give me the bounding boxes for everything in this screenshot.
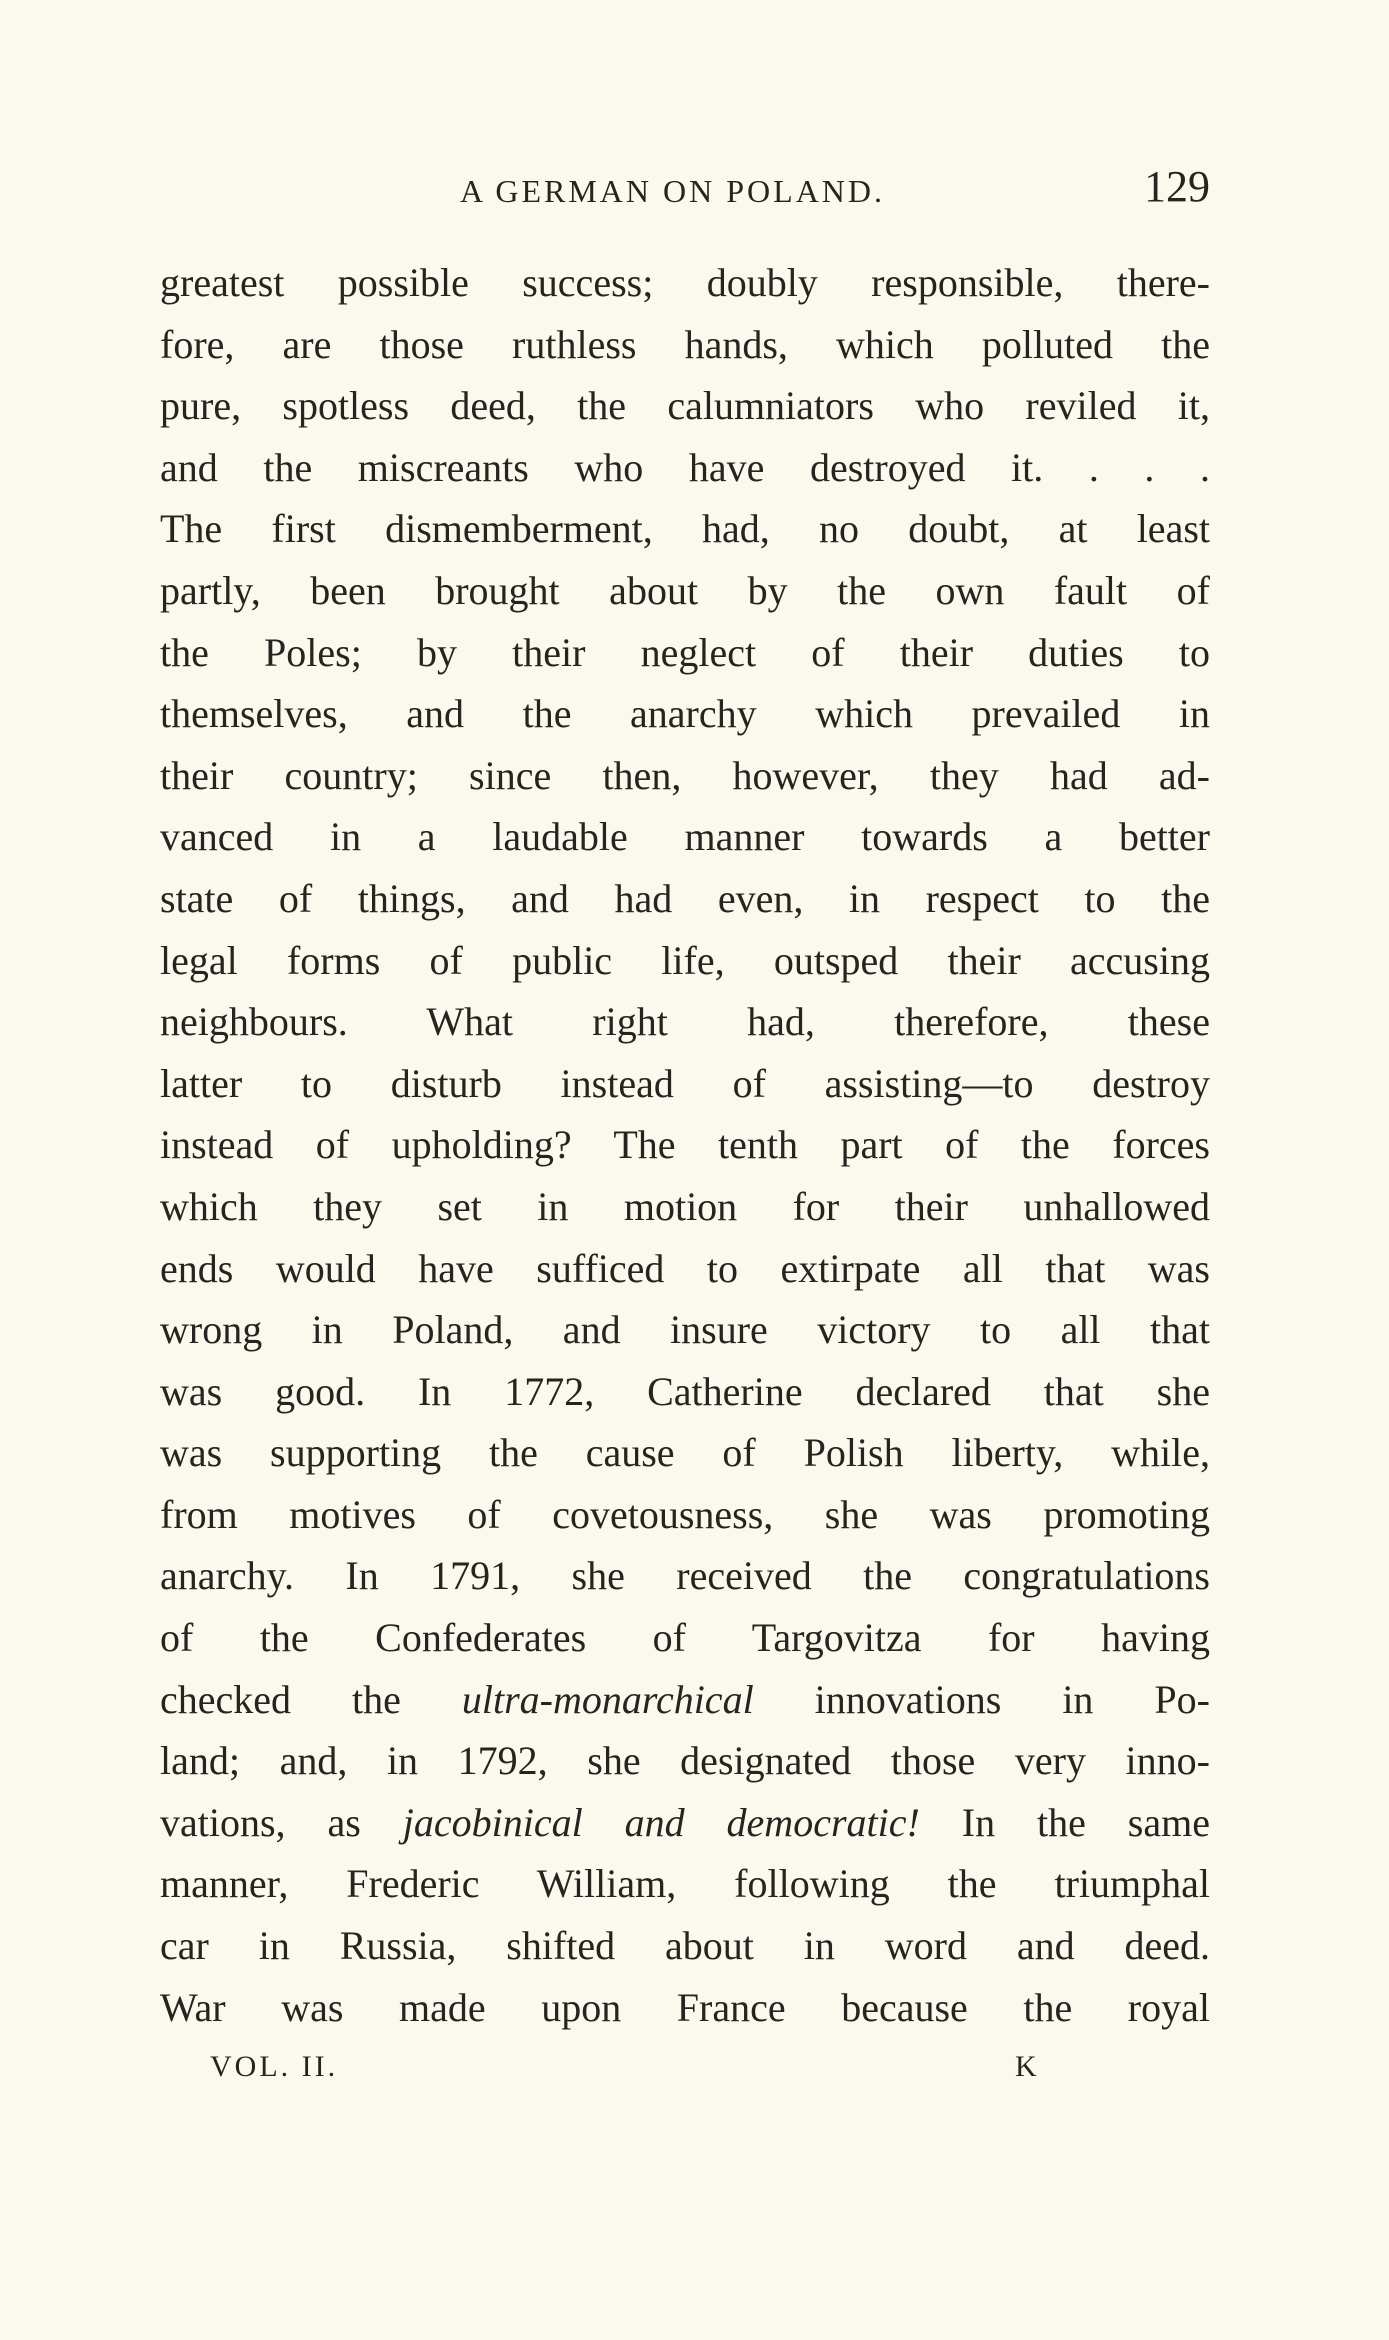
text-segment: greatest possible success; doubly responsible, there- — [160, 260, 1210, 305]
page-footer — [160, 2050, 1210, 2090]
text-segment: was good. In 1772, Catherine declared that she — [160, 1368, 1210, 1414]
signature-mark: K — [1015, 2050, 1037, 2083]
text-segment: car in Russia, shifted about in word and deed. — [160, 1923, 1210, 1969]
text-segment: pure, spotless deed, the calumniators who reviled it, — [160, 383, 1210, 429]
text-line — [160, 1977, 1210, 2039]
text-line — [160, 1361, 1210, 1423]
text-segment: latter to disturb instead of assisting—to destroy — [160, 1060, 1210, 1106]
text-line — [160, 991, 1210, 1053]
text-segment: of the Confederates of Targovitza for having — [160, 1615, 1210, 1661]
page-number: 129 — [1144, 162, 1210, 211]
text-segment: vations, as — [160, 1799, 403, 1845]
text-line — [160, 683, 1210, 745]
text-segment: innovations in Po- — [753, 1676, 1210, 1722]
text-line — [160, 1915, 1210, 1977]
running-title: A GERMAN ON POLAND. — [460, 173, 886, 209]
text-segment: the Poles; by their neglect of their duties to — [160, 629, 1210, 675]
text-segment: ends would have sufficed to extirpate all that was — [160, 1245, 1210, 1291]
italic-phrase: ultra-monarchical — [461, 1676, 754, 1722]
text-segment: which they set in motion for their unhallowed — [160, 1183, 1210, 1229]
text-line — [160, 1730, 1210, 1792]
text-line — [160, 622, 1210, 684]
text-line — [160, 1607, 1210, 1669]
text-segment: legal forms of public life, outsped their accusing — [160, 937, 1210, 983]
text-line — [160, 1299, 1210, 1361]
text-segment: manner, Frederic William, following the triumphal — [160, 1861, 1210, 1907]
text-line — [160, 930, 1210, 992]
text-segment: War was made upon France because the royal — [160, 1984, 1210, 2030]
text-line — [160, 437, 1210, 499]
text-line — [160, 1053, 1210, 1115]
text-segment: instead of upholding? The tenth part of the forces — [160, 1122, 1210, 1168]
text-segment: neighbours. What right had, therefore, these — [160, 999, 1210, 1045]
body-text — [160, 252, 1210, 2038]
text-line — [160, 868, 1210, 930]
text-line — [160, 1484, 1210, 1546]
text-line — [160, 560, 1210, 622]
text-line — [160, 1792, 1210, 1854]
text-segment: In the same — [919, 1799, 1210, 1845]
text-segment: fore, are those ruthless hands, which polluted the — [160, 321, 1210, 367]
text-segment: their country; since then, however, they had ad- — [160, 752, 1210, 798]
volume-signature: VOL. II. — [210, 2050, 339, 2083]
text-line — [160, 1114, 1210, 1176]
text-segment: state of things, and had even, in respect to the — [160, 875, 1210, 921]
text-line — [160, 1853, 1210, 1915]
text-segment: anarchy. In 1791, she received the congratulations — [160, 1553, 1210, 1599]
text-segment: and the miscreants who have destroyed it. . . . — [160, 444, 1210, 490]
running-head — [160, 155, 1210, 215]
text-line — [160, 1669, 1210, 1731]
text-segment: checked the — [160, 1676, 462, 1722]
text-segment: vanced in a laudable manner towards a better — [160, 814, 1210, 860]
text-segment: land; and, in 1792, she designated those very inno- — [160, 1738, 1210, 1784]
text-segment: wrong in Poland, and insure victory to all that — [160, 1307, 1210, 1353]
text-line — [160, 314, 1210, 376]
text-line — [160, 745, 1210, 807]
text-line — [160, 498, 1210, 560]
text-line — [160, 806, 1210, 868]
text-segment: from motives of covetousness, she was promoting — [160, 1491, 1210, 1537]
text-segment: partly, been brought about by the own fault of — [160, 567, 1210, 613]
text-line — [160, 375, 1210, 437]
text-segment: themselves, and the anarchy which prevailed in — [160, 691, 1210, 737]
italic-phrase: jacobinical and democratic! — [402, 1799, 920, 1845]
text-segment: was supporting the cause of Polish liberty, while, — [160, 1430, 1210, 1476]
text-line — [160, 1176, 1210, 1238]
text-segment: The first dismemberment, had, no doubt, at least — [160, 506, 1210, 552]
text-line — [160, 1422, 1210, 1484]
text-line — [160, 1238, 1210, 1300]
text-line — [160, 252, 1210, 314]
text-line — [160, 1545, 1210, 1607]
